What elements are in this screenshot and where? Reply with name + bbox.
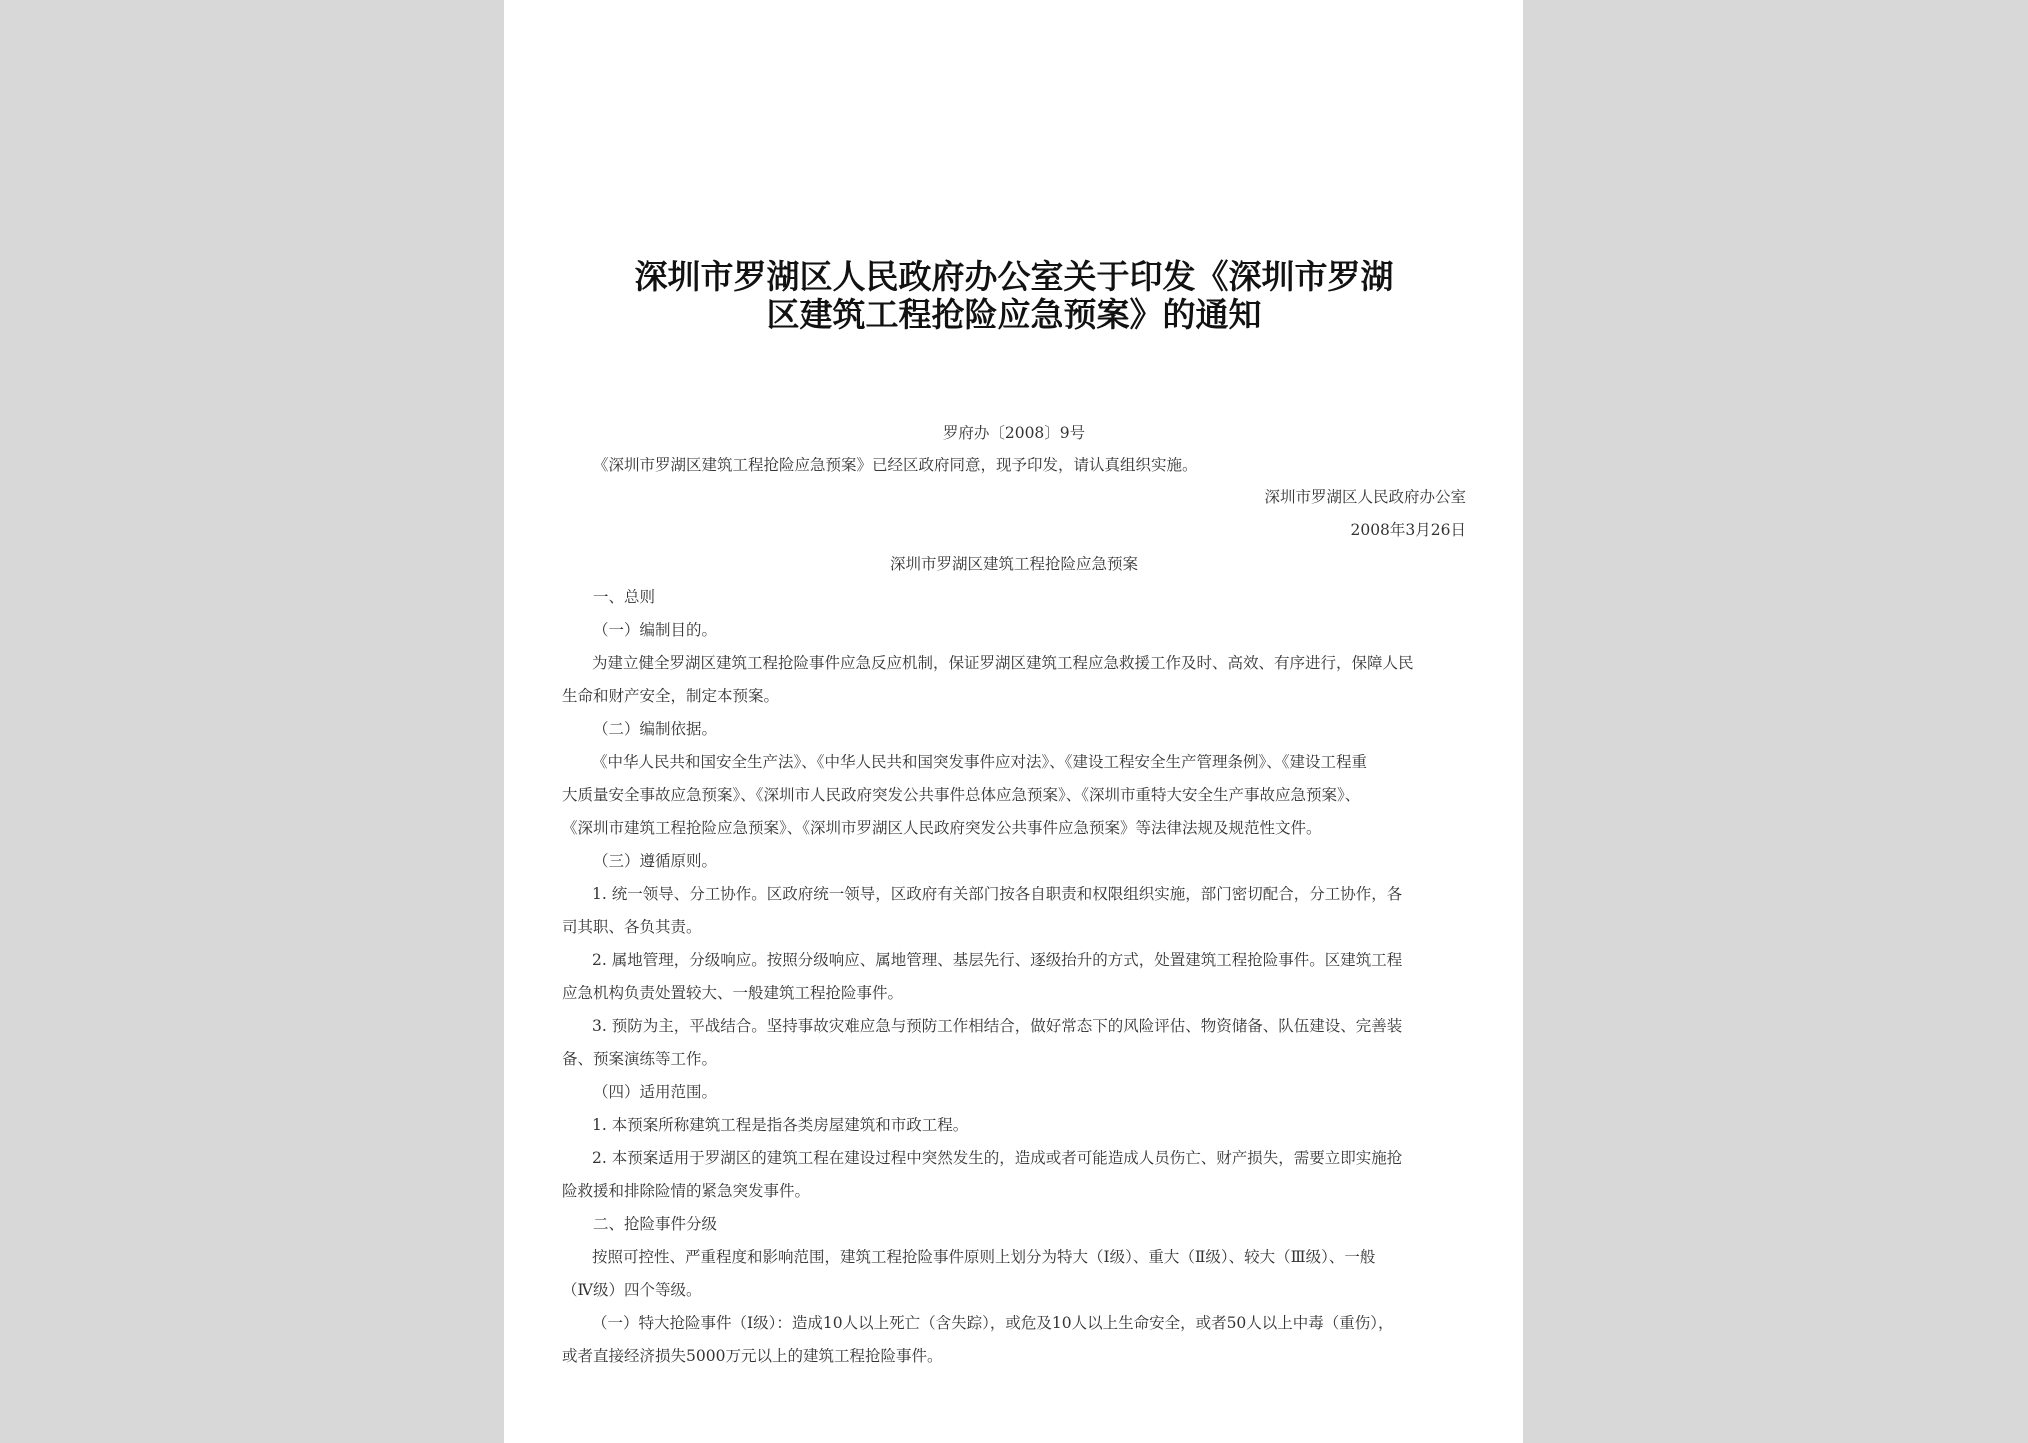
paragraph-line: 险救援和排除险情的紧急突发事件。 bbox=[562, 1182, 811, 1200]
paragraph-line: 备、预案演练等工作。 bbox=[562, 1050, 718, 1068]
paragraph-line: 按照可控性、严重程度和影响范围，建筑工程抢险事件原则上划分为特大（Ⅰ级）、重大（Ⅱ级）、较大（Ⅲ级）、一般 bbox=[592, 1248, 1376, 1266]
document-number: 罗府办〔2008〕9号 bbox=[942, 424, 1086, 442]
paragraph-line: （Ⅳ级）四个等级。 bbox=[562, 1281, 702, 1299]
section-heading: 二、抢险事件分级 bbox=[593, 1215, 718, 1233]
paragraph-line: 应急机构负责处置较大、一般建筑工程抢险事件。 bbox=[562, 984, 904, 1002]
subsection-heading: （二）编制依据。 bbox=[593, 720, 718, 738]
paragraph-line: 为建立健全罗湖区建筑工程抢险事件应急反应机制，保证罗湖区建筑工程应急救援工作及时、高效、有序进行，保障人民 bbox=[592, 654, 1414, 672]
plan-title: 深圳市罗湖区建筑工程抢险应急预案 bbox=[889, 555, 1138, 573]
title-line-1: 深圳市罗湖区人民政府办公室关于印发《深圳市罗湖 bbox=[634, 257, 1394, 296]
intro-paragraph: 《深圳市罗湖区建筑工程抢险应急预案》已经区政府同意，现予印发，请认真组织实施。 bbox=[593, 456, 1198, 474]
paragraph-line: 1. 统一领导、分工协作。区政府统一领导，区政府有关部门按各自职责和权限组织实施，部门密切配合，分工协作，各 bbox=[592, 885, 1403, 903]
paragraph-line: 2. 属地管理，分级响应。按照分级响应、属地管理、基层先行、逐级抬升的方式，处置建筑工程抢险事件。区建筑工程 bbox=[592, 951, 1403, 969]
paragraph-line: 生命和财产安全，制定本预案。 bbox=[562, 687, 780, 705]
document-page bbox=[504, 0, 1523, 1443]
paragraph-line: 3. 预防为主，平战结合。坚持事故灾难应急与预防工作相结合，做好常态下的风险评估、物资储备、队伍建设、完善装 bbox=[592, 1017, 1403, 1035]
paragraph-line: 或者直接经济损失5000万元以上的建筑工程抢险事件。 bbox=[562, 1347, 943, 1365]
paragraph-line: 司其职、各负其责。 bbox=[562, 918, 702, 936]
section-heading: 一、总则 bbox=[593, 588, 656, 606]
paragraph-line: 《深圳市建筑工程抢险应急预案》、《深圳市罗湖区人民政府突发公共事件应急预案》等法律法规及规范性文件。 bbox=[562, 819, 1322, 837]
subsection-heading: （四）适用范围。 bbox=[593, 1083, 718, 1101]
title-line-2: 区建筑工程抢险应急预案》的通知 bbox=[766, 295, 1262, 334]
paragraph-line: （一）特大抢险事件（Ⅰ级）：造成10人以上死亡（含失踪），或危及10人以上生命安全，或者50人以上中毒（重伤）， bbox=[592, 1314, 1394, 1332]
paragraph-line: 2. 本预案适用于罗湖区的建筑工程在建设过程中突然发生的，造成或者可能造成人员伤亡、财产损失，需要立即实施抢 bbox=[592, 1149, 1403, 1167]
issue-date: 2008年3月26日 bbox=[1350, 521, 1466, 539]
paragraph-line: 《中华人民共和国安全生产法》、《中华人民共和国突发事件应对法》、《建设工程安全生产管理条例》、《建设工程重 bbox=[592, 753, 1368, 771]
paragraph-line: 1. 本预案所称建筑工程是指各类房屋建筑和市政工程。 bbox=[592, 1116, 969, 1134]
document-title bbox=[594, 258, 1434, 334]
subsection-heading: （三）遵循原则。 bbox=[593, 852, 718, 870]
paragraph-line: 大质量安全事故应急预案》、《深圳市人民政府突发公共事件总体应急预案》、《深圳市重特大安全生产事故应急预案》、 bbox=[562, 786, 1361, 804]
subsection-heading: （一）编制目的。 bbox=[593, 621, 718, 639]
issuer-signature: 深圳市罗湖区人民政府办公室 bbox=[1264, 488, 1466, 506]
